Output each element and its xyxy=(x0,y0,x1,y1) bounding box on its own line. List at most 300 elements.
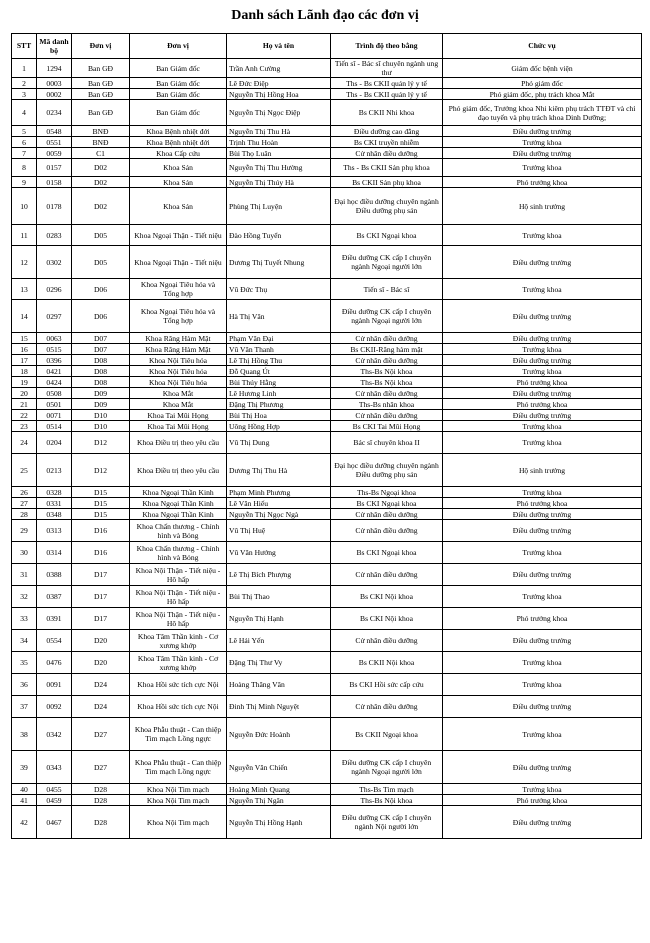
cell-trinh-do: Điều dưỡng CK cấp I chuyên ngành Ngoại người lớn xyxy=(331,751,443,784)
table-row xyxy=(12,674,642,696)
cell-stt: 37 xyxy=(12,696,37,718)
cell-ma-danh-bo: 0003 xyxy=(37,78,72,89)
cell-trinh-do: Cử nhân điều dưỡng xyxy=(331,410,443,421)
cell-don-vi-name: Khoa Nội Tim mạch xyxy=(130,784,227,795)
cell-ho-va-ten: Bùi Thọ Luân xyxy=(227,148,331,159)
cell-chuc-vu: Trưởng khoa xyxy=(443,542,642,564)
cell-ho-va-ten: Phạm Minh Phương xyxy=(227,487,331,498)
cell-don-vi-code: D08 xyxy=(72,366,130,377)
cell-don-vi-name: Khoa Sản xyxy=(130,177,227,188)
cell-chuc-vu: Trưởng khoa xyxy=(443,586,642,608)
cell-ho-va-ten: Nguyễn Thị Ngân xyxy=(227,795,331,806)
cell-ma-danh-bo: 0459 xyxy=(37,795,72,806)
cell-ma-danh-bo: 0508 xyxy=(37,388,72,399)
cell-stt: 20 xyxy=(12,388,37,399)
cell-don-vi-name: Khoa Răng Hàm Mặt xyxy=(130,344,227,355)
cell-don-vi-name: Khoa Tai Mũi Họng xyxy=(130,421,227,432)
cell-don-vi-code: D27 xyxy=(72,751,130,784)
cell-don-vi-code: D17 xyxy=(72,586,130,608)
table-row xyxy=(12,89,642,100)
cell-ma-danh-bo: 0476 xyxy=(37,652,72,674)
table-row xyxy=(12,421,642,432)
cell-chuc-vu: Trưởng khoa xyxy=(443,137,642,148)
table-row xyxy=(12,225,642,246)
cell-don-vi-code: D06 xyxy=(72,300,130,333)
table-row xyxy=(12,454,642,487)
cell-don-vi-code: D12 xyxy=(72,454,130,487)
table-row xyxy=(12,806,642,839)
cell-trinh-do: Cử nhân điều dưỡng xyxy=(331,696,443,718)
cell-chuc-vu: Điều dưỡng trưởng xyxy=(443,520,642,542)
table-row xyxy=(12,126,642,137)
cell-don-vi-code: D24 xyxy=(72,674,130,696)
table-row xyxy=(12,59,642,78)
cell-trinh-do: Cử nhân điều dưỡng xyxy=(331,148,443,159)
cell-don-vi-code: BNĐ xyxy=(72,126,130,137)
cell-chuc-vu: Điều dưỡng trưởng xyxy=(443,806,642,839)
table-row xyxy=(12,487,642,498)
cell-ho-va-ten: Hoàng Thăng Văn xyxy=(227,674,331,696)
cell-stt: 34 xyxy=(12,630,37,652)
cell-chuc-vu: Phó trưởng khoa xyxy=(443,377,642,388)
cell-chuc-vu: Điều dưỡng trưởng xyxy=(443,246,642,279)
table-row xyxy=(12,188,642,225)
cell-don-vi-name: Ban Giám đốc xyxy=(130,89,227,100)
cell-trinh-do: Điều dưỡng CK cấp I chuyên ngành Ngoại người lớn xyxy=(331,246,443,279)
cell-don-vi-name: Khoa Răng Hàm Mặt xyxy=(130,333,227,344)
cell-chuc-vu: Điều dưỡng trưởng xyxy=(443,630,642,652)
cell-don-vi-code: D15 xyxy=(72,487,130,498)
cell-trinh-do: Bs CKII-Răng hàm mặt xyxy=(331,344,443,355)
cell-don-vi-name: Khoa Nội Tim mạch xyxy=(130,806,227,839)
table-row xyxy=(12,177,642,188)
cell-don-vi-name: Ban Giám đốc xyxy=(130,59,227,78)
cell-chuc-vu: Phó trưởng khoa xyxy=(443,498,642,509)
table-row xyxy=(12,399,642,410)
cell-don-vi-name: Khoa Nội Tiêu hóa xyxy=(130,355,227,366)
cell-ma-danh-bo: 0331 xyxy=(37,498,72,509)
cell-ma-danh-bo: 0424 xyxy=(37,377,72,388)
cell-don-vi-name: Khoa Bệnh nhiệt đới xyxy=(130,126,227,137)
cell-stt: 4 xyxy=(12,100,37,126)
table-row xyxy=(12,355,642,366)
cell-don-vi-code: D07 xyxy=(72,333,130,344)
cell-stt: 7 xyxy=(12,148,37,159)
cell-stt: 18 xyxy=(12,366,37,377)
leaders-table xyxy=(11,33,642,839)
header-ma-danh-bo: Mã danh bộ xyxy=(37,34,72,59)
cell-don-vi-name: Khoa Điều trị theo yêu cầu xyxy=(130,432,227,454)
cell-trinh-do: Bs CKI Ngoại khoa xyxy=(331,225,443,246)
cell-don-vi-code: Ban GĐ xyxy=(72,100,130,126)
cell-stt: 25 xyxy=(12,454,37,487)
cell-stt: 13 xyxy=(12,279,37,300)
table-row xyxy=(12,509,642,520)
table-row xyxy=(12,377,642,388)
cell-ma-danh-bo: 0063 xyxy=(37,333,72,344)
cell-ho-va-ten: Lê Hương Linh xyxy=(227,388,331,399)
cell-chuc-vu: Hộ sinh trưởng xyxy=(443,454,642,487)
cell-chuc-vu: Trưởng khoa xyxy=(443,366,642,377)
table-row xyxy=(12,498,642,509)
table-row xyxy=(12,795,642,806)
table-row xyxy=(12,586,642,608)
cell-don-vi-name: Khoa Điều trị theo yêu cầu xyxy=(130,454,227,487)
cell-don-vi-code: D06 xyxy=(72,279,130,300)
cell-ma-danh-bo: 0467 xyxy=(37,806,72,839)
cell-don-vi-name: Khoa Nội Thận - Tiết niệu - Hô hấp xyxy=(130,608,227,630)
cell-trinh-do: Ths - Bs CKII quản lý y tế xyxy=(331,78,443,89)
cell-trinh-do: Ths-Bs Ngoại khoa xyxy=(331,487,443,498)
cell-don-vi-name: Khoa Ngoại Tiêu hóa và Tổng hợp xyxy=(130,300,227,333)
table-row xyxy=(12,300,642,333)
cell-trinh-do: Bs CKI Nội khoa xyxy=(331,586,443,608)
cell-don-vi-code: D10 xyxy=(72,421,130,432)
cell-chuc-vu: Trưởng khoa xyxy=(443,279,642,300)
cell-don-vi-code: D05 xyxy=(72,225,130,246)
cell-ho-va-ten: Nguyễn Văn Chiến xyxy=(227,751,331,784)
cell-don-vi-name: Khoa Bệnh nhiệt đới xyxy=(130,137,227,148)
cell-ma-danh-bo: 0554 xyxy=(37,630,72,652)
cell-don-vi-code: D08 xyxy=(72,355,130,366)
cell-stt: 10 xyxy=(12,188,37,225)
cell-don-vi-code: D20 xyxy=(72,652,130,674)
cell-chuc-vu: Phó trưởng khoa xyxy=(443,608,642,630)
cell-don-vi-name: Khoa Nội Tiêu hóa xyxy=(130,366,227,377)
table-row xyxy=(12,410,642,421)
cell-stt: 12 xyxy=(12,246,37,279)
cell-chuc-vu: Phó trưởng khoa xyxy=(443,795,642,806)
cell-ho-va-ten: Lê Thị Hồng Thu xyxy=(227,355,331,366)
table-row xyxy=(12,78,642,89)
cell-chuc-vu: Trưởng khoa xyxy=(443,225,642,246)
cell-trinh-do: Điều dưỡng cao đẳng xyxy=(331,126,443,137)
cell-ho-va-ten: Hoàng Minh Quang xyxy=(227,784,331,795)
table-row xyxy=(12,432,642,454)
cell-stt: 14 xyxy=(12,300,37,333)
cell-chuc-vu: Điều dưỡng trưởng xyxy=(443,333,642,344)
cell-stt: 35 xyxy=(12,652,37,674)
cell-don-vi-code: D09 xyxy=(72,388,130,399)
cell-ho-va-ten: Nguyễn Thị Hồng Hạnh xyxy=(227,806,331,839)
cell-ma-danh-bo: 0213 xyxy=(37,454,72,487)
cell-ho-va-ten: Uông Hồng Hợp xyxy=(227,421,331,432)
cell-trinh-do: Bs CKII Sản phụ khoa xyxy=(331,177,443,188)
cell-stt: 36 xyxy=(12,674,37,696)
cell-stt: 8 xyxy=(12,159,37,177)
cell-stt: 16 xyxy=(12,344,37,355)
cell-ma-danh-bo: 0314 xyxy=(37,542,72,564)
cell-don-vi-code: D07 xyxy=(72,344,130,355)
cell-trinh-do: Cử nhân điều dưỡng xyxy=(331,355,443,366)
table-row xyxy=(12,159,642,177)
cell-don-vi-name: Khoa Sản xyxy=(130,188,227,225)
cell-chuc-vu: Trưởng khoa xyxy=(443,432,642,454)
table-row xyxy=(12,246,642,279)
cell-ma-danh-bo: 0328 xyxy=(37,487,72,498)
cell-don-vi-name: Khoa Ngoại Thận - Tiết niệu xyxy=(130,225,227,246)
cell-stt: 5 xyxy=(12,126,37,137)
cell-ho-va-ten: Bùi Thị Hoa xyxy=(227,410,331,421)
cell-chuc-vu: Phó trưởng khoa xyxy=(443,177,642,188)
cell-ho-va-ten: Lê Đức Điệp xyxy=(227,78,331,89)
table-row xyxy=(12,784,642,795)
table-row xyxy=(12,520,642,542)
cell-chuc-vu: Điều dưỡng trưởng xyxy=(443,410,642,421)
cell-chuc-vu: Điều dưỡng trưởng xyxy=(443,751,642,784)
cell-ma-danh-bo: 0501 xyxy=(37,399,72,410)
cell-ho-va-ten: Nguyễn Thị Thu Hường xyxy=(227,159,331,177)
document-title: Danh sách Lãnh đạo các đơn vị xyxy=(231,8,419,23)
cell-ho-va-ten: Vũ Văn Thanh xyxy=(227,344,331,355)
cell-chuc-vu: Phó giám đốc xyxy=(443,78,642,89)
cell-chuc-vu: Điều dưỡng trưởng xyxy=(443,148,642,159)
cell-stt: 29 xyxy=(12,520,37,542)
cell-stt: 41 xyxy=(12,795,37,806)
cell-don-vi-code: D09 xyxy=(72,399,130,410)
cell-trinh-do: Bs CKII Nhi khoa xyxy=(331,100,443,126)
cell-don-vi-code: D02 xyxy=(72,159,130,177)
cell-ho-va-ten: Trịnh Thu Hoàn xyxy=(227,137,331,148)
cell-don-vi-name: Khoa Cấp cứu xyxy=(130,148,227,159)
cell-don-vi-code: D27 xyxy=(72,718,130,751)
cell-don-vi-code: D08 xyxy=(72,377,130,388)
table-row xyxy=(12,333,642,344)
cell-chuc-vu: Điều dưỡng trưởng xyxy=(443,564,642,586)
cell-chuc-vu: Trưởng khoa xyxy=(443,784,642,795)
cell-don-vi-code: D05 xyxy=(72,246,130,279)
cell-stt: 15 xyxy=(12,333,37,344)
cell-don-vi-name: Khoa Ngoại Thận - Tiết niệu xyxy=(130,246,227,279)
cell-chuc-vu: Trưởng khoa xyxy=(443,674,642,696)
table-row xyxy=(12,542,642,564)
cell-trinh-do: Điều dưỡng CK cấp I chuyên ngành Nội người lớn xyxy=(331,806,443,839)
cell-don-vi-code: D16 xyxy=(72,542,130,564)
cell-ho-va-ten: Phạm Văn Đại xyxy=(227,333,331,344)
cell-don-vi-code: Ban GĐ xyxy=(72,78,130,89)
cell-don-vi-name: Khoa Tai Mũi Họng xyxy=(130,410,227,421)
cell-trinh-do: Ths-Bs Nội khoa xyxy=(331,795,443,806)
cell-chuc-vu: Trưởng khoa xyxy=(443,718,642,751)
cell-don-vi-code: D10 xyxy=(72,410,130,421)
cell-ho-va-ten: Đinh Thị Minh Nguyệt xyxy=(227,696,331,718)
cell-don-vi-code: D02 xyxy=(72,188,130,225)
cell-ma-danh-bo: 0548 xyxy=(37,126,72,137)
table-row xyxy=(12,148,642,159)
table-row xyxy=(12,388,642,399)
cell-ho-va-ten: Bùi Thúy Hằng xyxy=(227,377,331,388)
cell-stt: 9 xyxy=(12,177,37,188)
cell-ma-danh-bo: 0296 xyxy=(37,279,72,300)
cell-don-vi-name: Khoa Ngoại Thần Kinh xyxy=(130,498,227,509)
cell-stt: 17 xyxy=(12,355,37,366)
cell-ma-danh-bo: 0204 xyxy=(37,432,72,454)
header-don-vi-name: Đơn vị xyxy=(130,34,227,59)
cell-ho-va-ten: Nguyễn Thị Hạnh xyxy=(227,608,331,630)
cell-don-vi-name: Khoa Nội Thận - Tiết niệu - Hô hấp xyxy=(130,564,227,586)
cell-don-vi-name: Khoa Ngoại Thần Kinh xyxy=(130,509,227,520)
cell-ho-va-ten: Lê Thị Bích Phượng xyxy=(227,564,331,586)
cell-ma-danh-bo: 0396 xyxy=(37,355,72,366)
cell-trinh-do: Đại học điều dưỡng chuyên ngành Điều dưỡng phụ sản xyxy=(331,188,443,225)
cell-ma-danh-bo: 0455 xyxy=(37,784,72,795)
cell-trinh-do: Bs CKI Tai Mũi Họng xyxy=(331,421,443,432)
cell-ho-va-ten: Nguyễn Thị Ngọc Điệp xyxy=(227,100,331,126)
cell-stt: 42 xyxy=(12,806,37,839)
cell-ma-danh-bo: 0297 xyxy=(37,300,72,333)
cell-trinh-do: Bs CKII Nội khoa xyxy=(331,652,443,674)
cell-chuc-vu: Phó giám đốc, phụ trách khoa Mắt xyxy=(443,89,642,100)
cell-ma-danh-bo: 0421 xyxy=(37,366,72,377)
cell-don-vi-name: Khoa Mắt xyxy=(130,388,227,399)
header-ho-va-ten: Họ và tên xyxy=(227,34,331,59)
cell-don-vi-name: Khoa Chấn thương - Chỉnh hình và Bỏng xyxy=(130,520,227,542)
cell-ma-danh-bo: 0059 xyxy=(37,148,72,159)
cell-ho-va-ten: Vũ Văn Hướng xyxy=(227,542,331,564)
table-body xyxy=(12,59,642,839)
cell-chuc-vu: Giám đốc bệnh viện xyxy=(443,59,642,78)
cell-trinh-do: Cử nhân điều dưỡng xyxy=(331,333,443,344)
cell-stt: 39 xyxy=(12,751,37,784)
cell-ho-va-ten: Dương Thị Tuyết Nhung xyxy=(227,246,331,279)
cell-trinh-do: Bs CKI truyền nhiễm xyxy=(331,137,443,148)
cell-don-vi-name: Khoa Phẫu thuật - Can thiệp Tim mạch Lồng ngực xyxy=(130,751,227,784)
cell-trinh-do: Bs CKI Hồi sức cấp cứu xyxy=(331,674,443,696)
cell-don-vi-code: D02 xyxy=(72,177,130,188)
cell-stt: 38 xyxy=(12,718,37,751)
cell-chuc-vu: Điều dưỡng trưởng xyxy=(443,355,642,366)
cell-stt: 6 xyxy=(12,137,37,148)
cell-ho-va-ten: Lê Văn Hiếu xyxy=(227,498,331,509)
cell-don-vi-name: Khoa Sản xyxy=(130,159,227,177)
cell-ho-va-ten: Nguyễn Thị Hồng Hoa xyxy=(227,89,331,100)
cell-trinh-do: Ths-Bs Nội khoa xyxy=(331,366,443,377)
cell-ma-danh-bo: 0092 xyxy=(37,696,72,718)
cell-chuc-vu: Trưởng khoa xyxy=(443,487,642,498)
cell-stt: 21 xyxy=(12,399,37,410)
cell-trinh-do: Bs CKI Ngoại khoa xyxy=(331,498,443,509)
cell-ma-danh-bo: 0348 xyxy=(37,509,72,520)
cell-ho-va-ten: Nguyễn Thị Thúy Hà xyxy=(227,177,331,188)
cell-don-vi-code: D28 xyxy=(72,795,130,806)
cell-don-vi-code: D15 xyxy=(72,498,130,509)
cell-ma-danh-bo: 0343 xyxy=(37,751,72,784)
cell-ma-danh-bo: 0313 xyxy=(37,520,72,542)
header-trinh-do: Trình độ theo bằng xyxy=(331,34,443,59)
table-row xyxy=(12,608,642,630)
cell-trinh-do: Ths - Bs CKII Sản phụ khoa xyxy=(331,159,443,177)
table-row xyxy=(12,652,642,674)
cell-don-vi-name: Khoa Hồi sức tích cực Nội xyxy=(130,696,227,718)
cell-ho-va-ten: Nguyễn Thị Thu Hà xyxy=(227,126,331,137)
cell-ma-danh-bo: 0342 xyxy=(37,718,72,751)
cell-ho-va-ten: Lê Hải Yến xyxy=(227,630,331,652)
cell-don-vi-name: Khoa Phẫu thuật - Can thiệp Tim mạch Lồng ngực xyxy=(130,718,227,751)
table-row xyxy=(12,344,642,355)
table-row xyxy=(12,630,642,652)
header-don-vi-code: Đơn vị xyxy=(72,34,130,59)
cell-ma-danh-bo: 0388 xyxy=(37,564,72,586)
cell-chuc-vu: Điều dưỡng trưởng xyxy=(443,696,642,718)
cell-ma-danh-bo: 0002 xyxy=(37,89,72,100)
cell-don-vi-code: Ban GĐ xyxy=(72,59,130,78)
cell-chuc-vu: Trưởng khoa xyxy=(443,421,642,432)
cell-stt: 30 xyxy=(12,542,37,564)
cell-stt: 19 xyxy=(12,377,37,388)
cell-don-vi-name: Khoa Hồi sức tích cực Nội xyxy=(130,674,227,696)
cell-ho-va-ten: Đặng Thị Thư Vy xyxy=(227,652,331,674)
cell-chuc-vu: Điều dưỡng trưởng xyxy=(443,509,642,520)
cell-don-vi-name: Khoa Ngoại Tiêu hóa và Tổng hợp xyxy=(130,279,227,300)
table-row xyxy=(12,564,642,586)
cell-ma-danh-bo: 0515 xyxy=(37,344,72,355)
cell-trinh-do: Đại học điều dưỡng chuyên ngành Điều dưỡng phụ sản xyxy=(331,454,443,487)
cell-ho-va-ten: Nguyễn Thị Ngọc Ngà xyxy=(227,509,331,520)
cell-don-vi-name: Khoa Chấn thương - Chỉnh hình và Bỏng xyxy=(130,542,227,564)
cell-don-vi-code: D17 xyxy=(72,564,130,586)
cell-trinh-do: Ths-Bs nhãn khoa xyxy=(331,399,443,410)
cell-stt: 24 xyxy=(12,432,37,454)
cell-stt: 27 xyxy=(12,498,37,509)
cell-don-vi-code: D12 xyxy=(72,432,130,454)
cell-ho-va-ten: Bùi Thị Thao xyxy=(227,586,331,608)
cell-ho-va-ten: Hà Thị Vân xyxy=(227,300,331,333)
cell-chuc-vu: Điều dưỡng trưởng xyxy=(443,126,642,137)
table-row xyxy=(12,137,642,148)
cell-chuc-vu: Trưởng khoa xyxy=(443,344,642,355)
cell-don-vi-name: Khoa Mắt xyxy=(130,399,227,410)
cell-don-vi-code: BNĐ xyxy=(72,137,130,148)
cell-don-vi-code: D28 xyxy=(72,784,130,795)
cell-don-vi-code: D24 xyxy=(72,696,130,718)
cell-ma-danh-bo: 0091 xyxy=(37,674,72,696)
cell-ho-va-ten: Đào Hồng Tuyển xyxy=(227,225,331,246)
cell-ho-va-ten: Vũ Thị Dung xyxy=(227,432,331,454)
cell-don-vi-name: Khoa Tâm Thần kinh - Cơ xương khớp xyxy=(130,652,227,674)
cell-trinh-do: Bs CKII Ngoại khoa xyxy=(331,718,443,751)
cell-chuc-vu: Điều dưỡng trưởng xyxy=(443,300,642,333)
cell-stt: 1 xyxy=(12,59,37,78)
cell-ho-va-ten: Phùng Thị Luyện xyxy=(227,188,331,225)
cell-chuc-vu: Phó giám đốc, Trưởng khoa Nhi kiêm phụ trách TTĐT và chỉ đạo tuyến và phụ trách khoa Dinh Dưỡng; xyxy=(443,100,642,126)
cell-ho-va-ten: Dương Thị Thu Hà xyxy=(227,454,331,487)
cell-chuc-vu: Phó trưởng khoa xyxy=(443,399,642,410)
table-header-row xyxy=(12,34,642,59)
cell-chuc-vu: Trưởng khoa xyxy=(443,159,642,177)
cell-don-vi-name: Khoa Nội Thận - Tiết niệu - Hô hấp xyxy=(130,586,227,608)
cell-stt: 11 xyxy=(12,225,37,246)
cell-chuc-vu: Điều dưỡng trưởng xyxy=(443,388,642,399)
cell-don-vi-name: Khoa Nội Tim mạch xyxy=(130,795,227,806)
cell-trinh-do: Tiến sĩ - Bác sĩ chuyên ngành ung thư xyxy=(331,59,443,78)
cell-ma-danh-bo: 0157 xyxy=(37,159,72,177)
cell-stt: 26 xyxy=(12,487,37,498)
table-row xyxy=(12,100,642,126)
cell-stt: 31 xyxy=(12,564,37,586)
cell-ma-danh-bo: 0283 xyxy=(37,225,72,246)
cell-don-vi-code: D17 xyxy=(72,608,130,630)
cell-trinh-do: Ths - Bs CKII quản lý y tế xyxy=(331,89,443,100)
table-row xyxy=(12,718,642,751)
cell-stt: 3 xyxy=(12,89,37,100)
cell-don-vi-name: Ban Giám đốc xyxy=(130,100,227,126)
cell-trinh-do: Bác sĩ chuyên khoa II xyxy=(331,432,443,454)
cell-trinh-do: Ths-Bs Nội khoa xyxy=(331,377,443,388)
cell-don-vi-code: D16 xyxy=(72,520,130,542)
cell-stt: 33 xyxy=(12,608,37,630)
cell-stt: 28 xyxy=(12,509,37,520)
cell-trinh-do: Cử nhân điều dưỡng xyxy=(331,520,443,542)
